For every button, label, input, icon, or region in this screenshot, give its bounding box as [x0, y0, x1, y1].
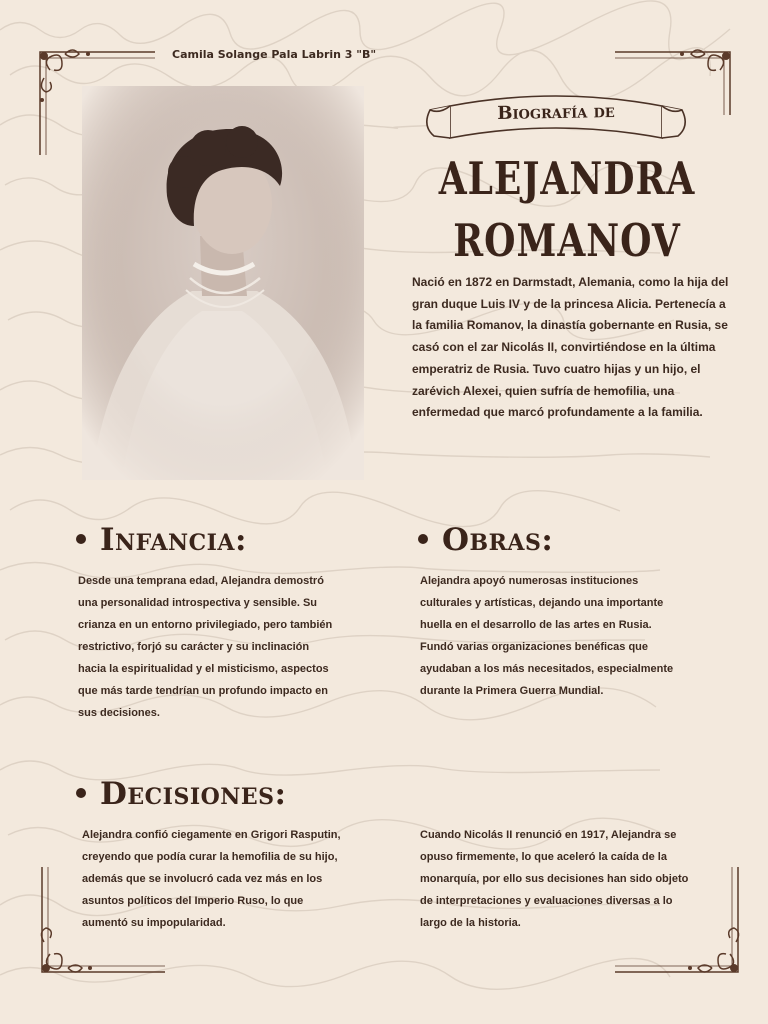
bullet-icon: [76, 534, 86, 544]
section-heading-infancia: [76, 522, 247, 558]
section-heading-obras: [418, 522, 553, 558]
heading-text: Infancia:: [100, 522, 247, 558]
title-last-name: ROMANOV: [453, 214, 681, 268]
banner-text: Biografía de: [497, 100, 615, 125]
portrait-illustration: [82, 86, 364, 480]
bullet-icon: [418, 534, 428, 544]
heading-text: Obras:: [442, 522, 554, 558]
heading-text: Decisiones:: [100, 776, 287, 812]
decisiones-paragraph-left: Alejandra confió ciegamente en Grigori Rasputin, creyendo que podía curar la hemofilia de su hijo, además que se involucró cada vez más en los asuntos políticos del Imperio Ruso, lo que aumentó su impopularidad.: [82, 829, 341, 929]
portrait-photo: [82, 86, 364, 480]
infancia-paragraph: Desde una temprana edad, Alejandra demostró una personalidad introspectiva y sensible. Su crianza en un entorno privilegiado, pero también restrictivo, forjó su carácter y su inclinación hacia la espiritualidad y el misticismo, aspectos que más tarde tendrían un profundo impacto en sus decisiones.: [78, 575, 333, 719]
title-first-name: ALEJANDRA: [438, 152, 696, 206]
bullet-icon: [76, 788, 86, 798]
intro-paragraph: Nació en 1872 en Darmstadt, Alemania, como la hija del gran duque Luis IV y de la princesa Alicia. Pertenecía a la familia Romanov, la dinastía gobernante en Rusia, se casó con el zar Nicolás II, convirtiéndose en la última emperatriz de Rusia. Tuvo cuatro hijas y un hijo, el zarévich Alexei, quien sufría de hemofilia, una enfermedad que marcó profundamente a la familia.: [412, 275, 729, 420]
decisiones-paragraph-right: Cuando Nicolás II renunció en 1917, Alejandra se opuso firmemente, lo que aceleró la caída de la monarquía, por ello sus decisiones han sido objeto de interpretaciones y evaluaciones diversas a lo largo de la historia.: [420, 829, 689, 929]
obras-paragraph: Alejandra apoyó numerosas instituciones culturales y artísticas, dejando una importante huella en el desarrollo de las artes en Rusia. Fundó varias organizaciones benéficas que ayudaban a los más necesitados, especialmente durante la Primera Guerra Mundial.: [420, 575, 674, 697]
title-banner: [420, 86, 692, 156]
author-name: Camila Solange Pala Labrin 3 "B": [172, 48, 377, 61]
section-heading-decisiones: [76, 776, 287, 812]
